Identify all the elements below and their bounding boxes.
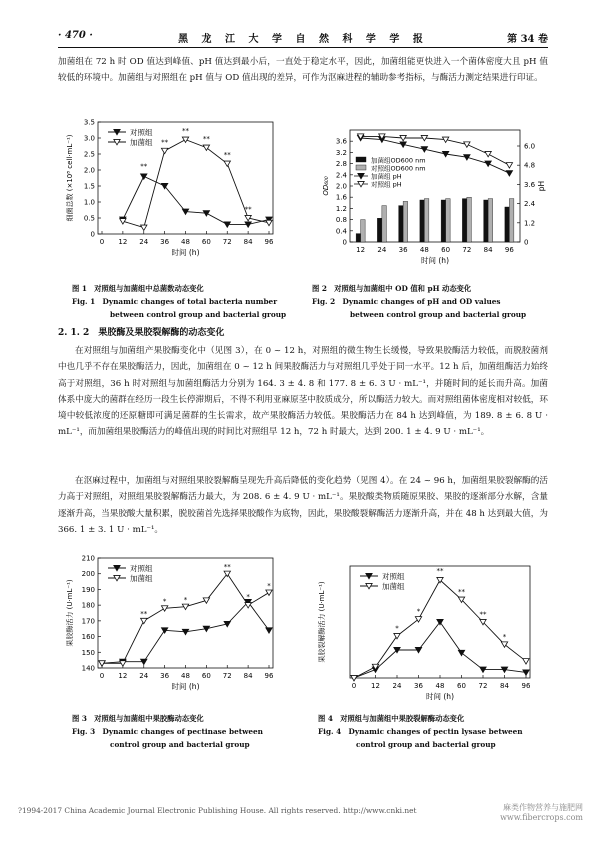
figure-3-chart	[58, 552, 278, 702]
significance-label: *	[502, 632, 507, 641]
x-tick-label: 12	[118, 672, 128, 680]
figure-2	[318, 124, 548, 274]
x-tick-label: 72	[222, 238, 232, 246]
od-bar	[382, 206, 387, 242]
watermark-line-1: 麻类作物营养与施肥网	[503, 803, 583, 812]
x-tick-label: 12	[371, 682, 380, 690]
data-point	[120, 219, 126, 224]
y-tick-label: 3.5	[83, 118, 95, 127]
legend-label: 对照组	[130, 564, 153, 573]
x-tick-label: 0	[99, 672, 105, 680]
data-point	[224, 571, 230, 576]
x-axis-label: 时间 (h)	[171, 682, 200, 691]
y-axis-label: 果胶裂解酶活力 (U·mL⁻¹)	[318, 581, 326, 663]
data-point	[203, 598, 209, 603]
x-tick-label: 84	[243, 238, 253, 246]
x-axis-label: 时间 (h)	[171, 248, 200, 257]
significance-label: **	[161, 138, 169, 147]
x-tick-label: 0	[351, 682, 357, 690]
y-tick-label: 2.0	[83, 166, 95, 175]
legend-label: 加菌组	[382, 582, 405, 591]
ph-point	[485, 161, 491, 166]
significance-label: **	[140, 610, 148, 619]
y-axis-label: 细菌总数 (×10⁸ cell·mL⁻¹)	[66, 134, 74, 222]
volume-label: 第 34 卷	[507, 34, 548, 45]
significance-label: **	[202, 135, 210, 144]
figure-4-caption-en: Fig. 4 Dynamic changes of pectin lysase between	[318, 727, 523, 736]
y-tick-label-left: 2.4	[335, 171, 347, 180]
y-tick-label-right: 3.6	[524, 180, 536, 189]
y-axis-label-right: pH	[537, 180, 546, 192]
legend-label: 加菌组OD600 nm	[371, 156, 426, 165]
series-line	[354, 580, 526, 678]
data-point	[266, 590, 272, 595]
x-tick-label: 36	[414, 682, 423, 690]
figure-3-caption-cn: 图 3 对照组与加菌组中果胶酶动态变化	[72, 714, 204, 723]
legend-label: 对照组	[382, 572, 405, 581]
x-tick-label: 48	[181, 672, 190, 680]
x-tick-label: 60	[201, 672, 211, 680]
y-tick-label: 190	[81, 585, 95, 594]
figure-3	[58, 552, 278, 702]
x-tick-label: 48	[181, 238, 190, 246]
y-tick-label: 150	[81, 648, 95, 657]
x-tick-label: 48	[419, 246, 429, 254]
figure-1-caption-cn: 图 1 对照组与加菌组中总菌数动态变化	[72, 284, 204, 293]
x-tick-label: 60	[441, 246, 451, 254]
ph-point	[506, 171, 512, 176]
x-tick-label: 84	[243, 672, 253, 680]
data-point	[523, 659, 529, 664]
data-point	[224, 161, 230, 166]
significance-label: **	[182, 127, 189, 136]
data-point	[141, 225, 147, 230]
paragraph-intro: 加菌组在 72 h 时 OD 值达到峰值、pH 值达到最小后，一直处于稳定水平，因此，加菌组能更快进入一个菌体密度大且 pH 值较低的环境中。加菌组与对照组在 pH 值与 OD 值出现的差异，可作为沤麻进程的辅助参考指标，与酶活力测定结果进行印证。	[58, 57, 548, 84]
data-point	[394, 633, 400, 638]
page-number: · 470 ·	[58, 30, 93, 41]
running-header	[58, 30, 548, 48]
legend-label: 加菌组	[130, 574, 153, 583]
x-tick-label: 84	[483, 246, 493, 254]
x-axis-label: 时间 (h)	[426, 692, 454, 701]
x-tick-label: 48	[435, 682, 445, 690]
x-tick-label: 72	[222, 672, 232, 680]
y-tick-label-left: 0.4	[335, 227, 347, 236]
significance-label: **	[244, 205, 252, 214]
x-tick-label: 24	[377, 246, 387, 254]
x-tick-label: 72	[478, 682, 488, 690]
x-axis-label: 时间 (h)	[421, 256, 449, 265]
od-bar	[488, 199, 493, 242]
significance-label: *	[162, 597, 167, 606]
figure-3-caption-en-2: control group and bacterial group	[110, 740, 250, 749]
figure-3-caption-en: Fig. 3 Dynamic changes of pectinase between	[72, 727, 263, 736]
y-tick-label-left: 0.8	[335, 216, 347, 225]
y-tick-label: 170	[81, 617, 95, 626]
y-tick-label-left: 0	[342, 238, 347, 247]
x-tick-label: 60	[457, 682, 466, 690]
y-tick-label-right: 0	[524, 238, 529, 247]
od-bar	[446, 199, 451, 242]
x-tick-label: 72	[462, 246, 472, 254]
x-tick-label: 24	[139, 672, 149, 680]
od-bar	[361, 220, 366, 242]
figure-1-caption-en: Fig. 1 Dynamic changes of total bacteria number	[72, 297, 278, 306]
y-tick-label-left: 1.6	[335, 193, 347, 202]
significance-label: **	[458, 588, 465, 596]
od-bar	[505, 207, 510, 242]
figure-3-caption	[72, 712, 263, 751]
significance-label: **	[140, 162, 148, 171]
y-tick-label-right: 6.0	[524, 142, 536, 151]
data-point	[141, 618, 147, 623]
y-axis-label-left: OD₆₀₀	[322, 176, 330, 196]
figure-1-caption	[72, 282, 286, 321]
od-bar	[484, 200, 489, 242]
od-bar	[467, 197, 472, 242]
x-tick-label: 36	[398, 246, 408, 254]
journal-title: 黑 龙 江 大 学 自 然 科 学 学 报	[178, 34, 428, 45]
figure-2-chart	[318, 124, 548, 274]
figure-2-caption-cn: 图 2 对照组与加菌组中 OD 值和 pH 动态变化	[312, 284, 472, 293]
x-tick-label: 60	[201, 238, 211, 246]
od-bar	[462, 199, 467, 242]
significance-label: **	[223, 151, 231, 160]
figure-4	[318, 560, 538, 705]
y-tick-label-left: 1.2	[335, 204, 347, 213]
figure-1-chart	[58, 114, 278, 274]
paragraph-pectin-lysase: 在沤麻过程中，加菌组与对照组果胶裂解酶呈现先升高后降低的变化趋势（见图 4）。在 24 ~ 96 h，加菌组果胶裂解酶的活力高于对照组，对照组果胶裂解酶活力最大，为 208. 6 ± 4. 9 U · mL⁻¹。果胶酸类物质随原果胶、果胶的逐渐部分水解，含量逐渐升高，当果胶酸大量积累，脱胶菌首先选择果胶酸作为底物，因此，果胶酸裂解酶活力逐渐升高，并在 48 h 达到最大值，为 366. 1 ± 3. 1 U · mL⁻¹。	[58, 476, 548, 535]
y-tick-label-left: 3.2	[335, 148, 347, 157]
y-tick-label: 3.0	[83, 134, 95, 143]
y-tick-label: 0.5	[83, 214, 95, 223]
x-tick-label: 36	[160, 238, 170, 246]
data-point	[161, 148, 167, 153]
od-bar	[377, 218, 382, 242]
ph-point	[485, 151, 491, 156]
x-tick-label: 24	[392, 682, 402, 690]
x-tick-label: 0	[99, 238, 105, 246]
x-tick-label: 24	[139, 238, 149, 246]
x-tick-label: 12	[356, 246, 366, 254]
figure-2-caption-en: Fig. 2 Dynamic changes of pH and OD values	[312, 297, 501, 306]
od-bar	[399, 206, 404, 242]
section-heading: 2. 1. 2 果胶酶及果胶裂解酶的动态变化	[58, 328, 225, 338]
legend-label: 对照组OD600 nm	[371, 164, 426, 173]
significance-label: *	[246, 592, 250, 601]
significance-label: *	[183, 596, 188, 604]
copyright-footer: ?1994-2017 China Academic Journal Electronic Publishing House. All rights reserved. http://www.cnki.net	[18, 806, 417, 815]
legend-label: 加菌组 pH	[371, 172, 402, 181]
y-tick-label-left: 2.0	[335, 182, 347, 191]
watermark-line-2: www.fibercrops.com	[500, 813, 583, 822]
significance-label: *	[267, 581, 271, 590]
x-tick-label: 96	[504, 246, 514, 254]
ph-point	[506, 163, 512, 168]
figure-4-caption-cn: 图 4 对照组与加菌组中果胶裂解酶动态变化	[318, 714, 465, 723]
figure-1-caption-en-2: between control group and bacterial group	[110, 310, 287, 319]
x-tick-label: 12	[118, 238, 128, 246]
header-rule	[58, 47, 548, 48]
x-tick-label: 36	[160, 672, 170, 680]
legend-swatch	[356, 157, 366, 162]
data-point	[141, 174, 147, 179]
y-tick-label-right: 4.8	[524, 161, 536, 170]
y-tick-label: 180	[81, 601, 95, 610]
y-tick-label: 0	[90, 230, 95, 239]
y-tick-label: 1.0	[83, 198, 95, 207]
od-bar	[424, 199, 429, 242]
series-line	[102, 574, 269, 664]
figure-2-caption-en-2: between control group and bacterial group	[350, 310, 527, 319]
y-tick-label-right: 1.2	[524, 219, 536, 228]
paragraph-pectinase: 在对照组与加菌组产果胶酶变化中（见图 3），在 0 ~ 12 h，对照组的微生物生长缓慢，导致果胶酶活力较低，而脱胶菌剂中也几乎不存在果胶酶活力，因此，加菌组在 0 ~ 12 h 间果胶酶活力与对照组几乎处于同一水平。12 h 后，加菌组酶活力始终高于对照组，36 h 时对照组与加菌组酶活力分别为 164. 3 ± 4. 8 和 177. 8 ± 6. 3 U · mL⁻¹，并随时间的延长而升高。加菌体系中庞大的菌群在经历一段生长停滞期后，不得不利用亚麻原茎中胶质成分，所以酶活力较大。而对照组菌体密度相对较低，环境中较低浓度的还原糖即可满足菌群的生长需求，故产果胶酶活力较低。果胶酶活力在 84 h 达到峰值，为 189. 8 ± 6. 8 U · mL⁻¹，而加菌组果胶酶活力的峰值出现的时间比对照组早 12 h，72 h 时最大，达到 200. 1 ± 4. 9 U · mL⁻¹。	[58, 346, 548, 438]
watermark	[500, 803, 583, 823]
y-tick-label: 210	[81, 554, 95, 563]
series-line	[354, 622, 526, 678]
figure-4-caption	[318, 712, 523, 751]
series-line	[123, 140, 269, 228]
x-tick-label: 84	[500, 682, 509, 690]
plot-frame	[98, 558, 273, 668]
legend-label: 对照组 pH	[371, 180, 402, 189]
od-bar	[441, 200, 446, 242]
y-axis-label: 果胶酶活力 (U·mL⁻¹)	[66, 579, 74, 647]
od-bar	[509, 199, 514, 242]
y-tick-label: 200	[81, 570, 95, 579]
significance-label: **	[479, 610, 487, 619]
x-tick-label: 96	[521, 682, 531, 690]
figure-2-caption	[312, 282, 526, 321]
od-bar	[420, 200, 425, 242]
legend-swatch	[356, 165, 366, 170]
x-tick-label: 96	[264, 238, 274, 246]
y-tick-label: 1.5	[83, 182, 95, 191]
y-tick-label: 140	[81, 664, 95, 673]
data-point	[182, 137, 188, 142]
ph-point	[464, 155, 470, 160]
data-point	[266, 628, 272, 633]
legend-label: 对照组	[130, 128, 153, 137]
significance-label: **	[223, 563, 231, 571]
figure-4-caption-en-2: control group and bacterial group	[356, 740, 496, 749]
significance-label: *	[395, 624, 399, 633]
legend-label: 加菌组	[130, 138, 153, 147]
data-point	[266, 220, 272, 225]
od-bar	[356, 234, 361, 242]
y-tick-label-left: 2.8	[335, 160, 347, 169]
ph-point	[464, 142, 470, 147]
od-bar	[403, 201, 408, 242]
figure-4-chart	[318, 560, 538, 705]
x-tick-label: 96	[264, 672, 274, 680]
figure-1	[58, 114, 278, 274]
y-tick-label-right: 2.4	[524, 200, 536, 209]
y-tick-label: 160	[81, 633, 95, 642]
data-point	[437, 619, 443, 624]
y-tick-label: 2.5	[83, 150, 95, 159]
significance-label: **	[436, 567, 444, 575]
significance-label: *	[416, 607, 421, 616]
y-tick-label-left: 3.6	[335, 137, 347, 146]
